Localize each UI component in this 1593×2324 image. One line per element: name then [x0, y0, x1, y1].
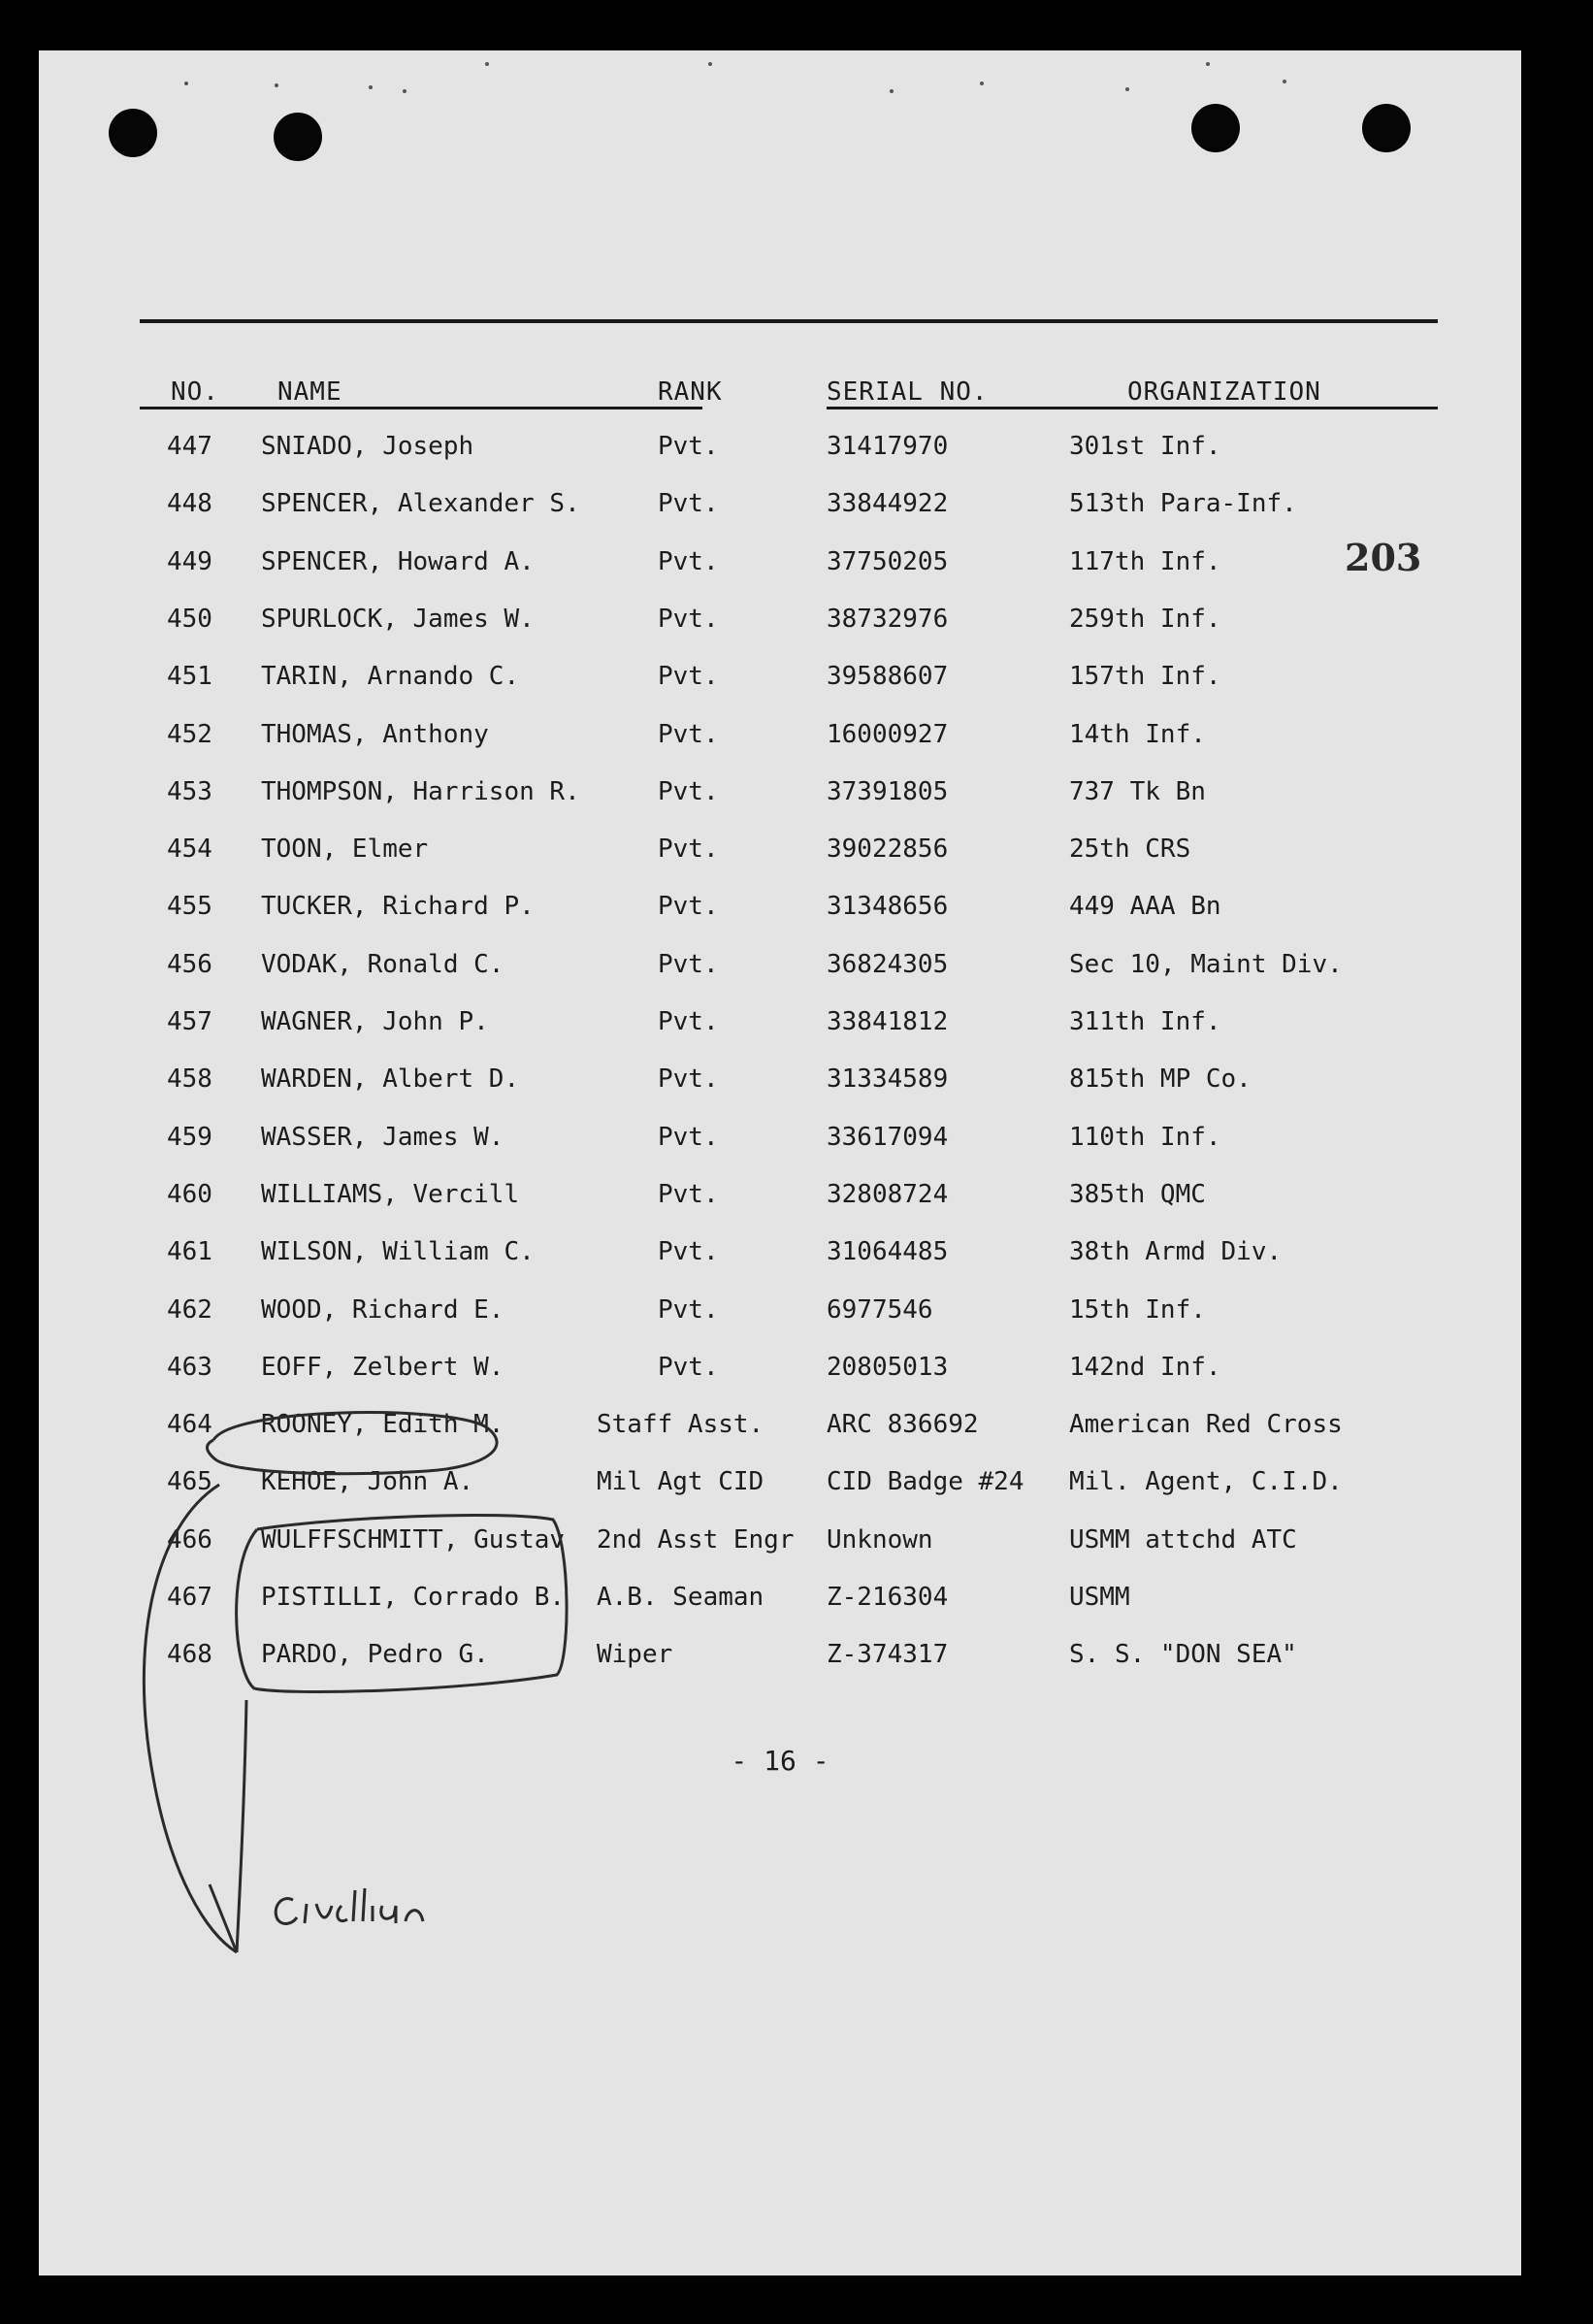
row-no: 449 [167, 547, 212, 576]
header-rank: RANK [658, 377, 723, 407]
row-no: 466 [167, 1525, 212, 1555]
punch-hole [1191, 104, 1240, 152]
arrow-line [144, 1485, 237, 1952]
row-organization: 15th Inf. [1069, 1295, 1206, 1325]
page-number: - 16 - [731, 1745, 829, 1777]
row-name: TUCKER, Richard P. [261, 892, 535, 921]
row-rank: Pvt. [658, 720, 719, 749]
page-stamp-number: 203 [1345, 536, 1422, 579]
punch-hole [1362, 104, 1411, 152]
row-no: 462 [167, 1295, 212, 1325]
row-name: SPENCER, Alexander S. [261, 489, 580, 518]
row-no: 463 [167, 1353, 212, 1382]
row-no: 458 [167, 1064, 212, 1094]
speck [890, 89, 894, 93]
header-underline [140, 407, 702, 409]
row-name: WAGNER, John P. [261, 1007, 489, 1036]
row-name: WASSER, James W. [261, 1123, 504, 1152]
row-rank: Wiper [597, 1640, 673, 1669]
row-serial: ARC 836692 [827, 1410, 979, 1439]
row-organization: 737 Tk Bn [1069, 777, 1206, 806]
row-organization: USMM attchd ATC [1069, 1525, 1297, 1555]
row-organization: Mil. Agent, C.I.D. [1069, 1467, 1343, 1496]
row-serial: 16000927 [827, 720, 949, 749]
arrow-line [237, 1700, 246, 1952]
row-organization: 301st Inf. [1069, 432, 1221, 461]
speck [1125, 87, 1129, 91]
row-rank: Pvt. [658, 547, 719, 576]
row-rank: Pvt. [658, 892, 719, 921]
row-rank: Pvt. [658, 605, 719, 634]
row-name: THOMPSON, Harrison R. [261, 777, 580, 806]
row-rank: A.B. Seaman [597, 1583, 764, 1612]
row-organization: 110th Inf. [1069, 1123, 1221, 1152]
header-organization: ORGANIZATION [1127, 377, 1321, 407]
row-name: WARDEN, Albert D. [261, 1064, 520, 1094]
document-page [39, 50, 1521, 2275]
arrow-line [210, 1884, 237, 1952]
row-no: 467 [167, 1583, 212, 1612]
row-serial: 31064485 [827, 1237, 949, 1266]
row-organization: S. S. "DON SEA" [1069, 1640, 1297, 1669]
row-rank: Pvt. [658, 1295, 719, 1325]
punch-hole [274, 113, 322, 161]
row-organization: 117th Inf. [1069, 547, 1221, 576]
speck [1283, 80, 1286, 83]
row-organization: 385th QMC [1069, 1180, 1206, 1209]
row-name: SPURLOCK, James W. [261, 605, 535, 634]
row-serial: 39588607 [827, 662, 949, 691]
punch-hole [109, 109, 157, 157]
speck [403, 89, 406, 93]
row-rank: Pvt. [658, 950, 719, 979]
speck [1206, 62, 1210, 66]
row-no: 464 [167, 1410, 212, 1439]
row-serial: 32808724 [827, 1180, 949, 1209]
row-rank: Pvt. [658, 835, 719, 864]
speck [708, 62, 712, 66]
row-name: SPENCER, Howard A. [261, 547, 535, 576]
speck [275, 83, 278, 87]
speck [369, 85, 373, 89]
row-no: 447 [167, 432, 212, 461]
row-name: ROONEY, Edith M. [261, 1410, 504, 1439]
row-no: 456 [167, 950, 212, 979]
row-organization: 38th Armd Div. [1069, 1237, 1283, 1266]
speck [184, 82, 188, 85]
row-serial: 33841812 [827, 1007, 949, 1036]
row-serial: Z-216304 [827, 1583, 949, 1612]
row-organization: 449 AAA Bn [1069, 892, 1221, 921]
row-rank: Pvt. [658, 1237, 719, 1266]
row-no: 450 [167, 605, 212, 634]
row-serial: 37750205 [827, 547, 949, 576]
row-serial: 33617094 [827, 1123, 949, 1152]
row-organization: 14th Inf. [1069, 720, 1206, 749]
row-rank: Mil Agt CID [597, 1467, 764, 1496]
row-rank: Pvt. [658, 1180, 719, 1209]
row-rank: Pvt. [658, 662, 719, 691]
row-name: WILLIAMS, Vercill [261, 1180, 520, 1209]
row-serial: 31417970 [827, 432, 949, 461]
header-serial: SERIAL NO. [827, 377, 989, 407]
top-rule [140, 319, 1438, 323]
row-serial: Z-374317 [827, 1640, 949, 1669]
row-no: 460 [167, 1180, 212, 1209]
row-rank: Pvt. [658, 1123, 719, 1152]
row-organization: American Red Cross [1069, 1410, 1343, 1439]
handwriting-civilian [276, 1888, 423, 1923]
speck [485, 62, 489, 66]
row-no: 448 [167, 489, 212, 518]
row-serial: 31348656 [827, 892, 949, 921]
row-rank: Pvt. [658, 1353, 719, 1382]
row-organization: 157th Inf. [1069, 662, 1221, 691]
row-no: 465 [167, 1467, 212, 1496]
row-rank: Pvt. [658, 1064, 719, 1094]
row-rank: Pvt. [658, 777, 719, 806]
row-serial: 37391805 [827, 777, 949, 806]
row-serial: Unknown [827, 1525, 933, 1555]
row-organization: 513th Para-Inf. [1069, 489, 1297, 518]
row-organization: 25th CRS [1069, 835, 1191, 864]
row-serial: 36824305 [827, 950, 949, 979]
row-serial: 39022856 [827, 835, 949, 864]
row-serial: CID Badge #24 [827, 1467, 1024, 1496]
row-name: TOON, Elmer [261, 835, 429, 864]
row-serial: 33844922 [827, 489, 949, 518]
row-organization: Sec 10, Maint Div. [1069, 950, 1343, 979]
row-organization: 311th Inf. [1069, 1007, 1221, 1036]
row-name: KEHOE, John A. [261, 1467, 474, 1496]
row-no: 454 [167, 835, 212, 864]
row-name: PISTILLI, Corrado B. [261, 1583, 566, 1612]
row-serial: 6977546 [827, 1295, 933, 1325]
row-no: 452 [167, 720, 212, 749]
row-no: 453 [167, 777, 212, 806]
row-rank: Staff Asst. [597, 1410, 764, 1439]
row-name: WULFFSCHMITT, Gustav [261, 1525, 566, 1555]
row-rank: Pvt. [658, 489, 719, 518]
row-name: THOMAS, Anthony [261, 720, 489, 749]
row-rank: 2nd Asst Engr [597, 1525, 795, 1555]
header-underline [827, 407, 1438, 409]
row-no: 459 [167, 1123, 212, 1152]
row-serial: 38732976 [827, 605, 949, 634]
row-rank: Pvt. [658, 432, 719, 461]
row-no: 451 [167, 662, 212, 691]
row-no: 461 [167, 1237, 212, 1266]
row-rank: Pvt. [658, 1007, 719, 1036]
row-name: PARDO, Pedro G. [261, 1640, 489, 1669]
row-serial: 20805013 [827, 1353, 949, 1382]
row-no: 468 [167, 1640, 212, 1669]
row-name: WOOD, Richard E. [261, 1295, 504, 1325]
row-organization: 142nd Inf. [1069, 1353, 1221, 1382]
row-serial: 31334589 [827, 1064, 949, 1094]
speck [980, 82, 984, 85]
row-name: SNIADO, Joseph [261, 432, 474, 461]
row-organization: USMM [1069, 1583, 1130, 1612]
row-organization: 815th MP Co. [1069, 1064, 1252, 1094]
row-organization: 259th Inf. [1069, 605, 1221, 634]
header-name: NAME [277, 377, 342, 407]
row-no: 455 [167, 892, 212, 921]
header-no: NO. [171, 377, 219, 407]
row-no: 457 [167, 1007, 212, 1036]
row-name: TARIN, Arnando C. [261, 662, 520, 691]
row-name: EOFF, Zelbert W. [261, 1353, 504, 1382]
row-name: VODAK, Ronald C. [261, 950, 504, 979]
row-name: WILSON, William C. [261, 1237, 535, 1266]
